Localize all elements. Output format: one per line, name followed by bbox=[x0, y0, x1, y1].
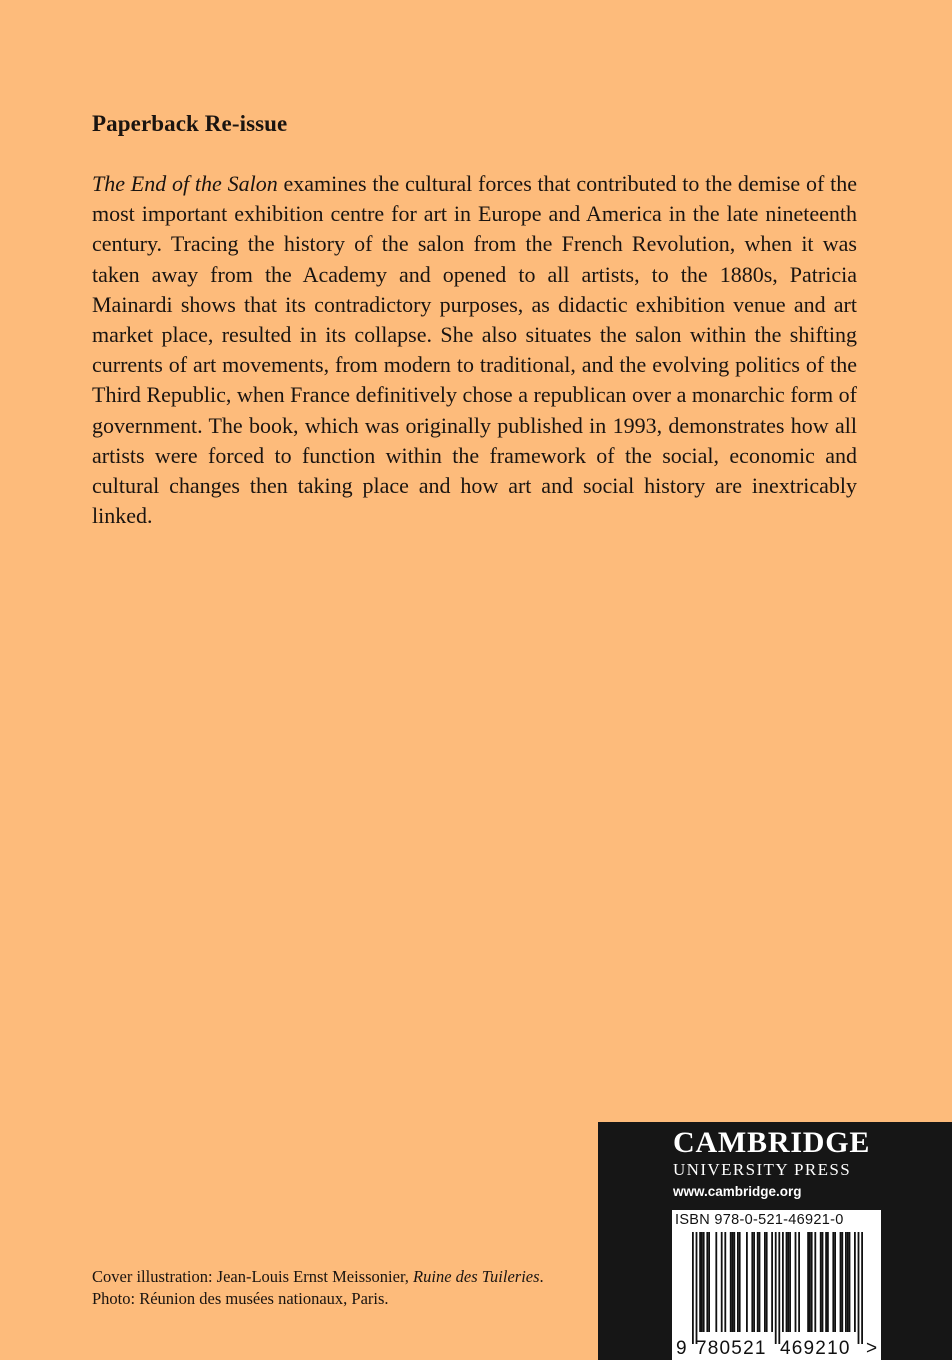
barcode-bar-31 bbox=[807, 1232, 809, 1332]
barcode-bar-47 bbox=[858, 1232, 860, 1344]
barcode-quiet-zone-mark: > bbox=[866, 1338, 878, 1359]
barcode-right-digits: 469210 bbox=[780, 1338, 851, 1359]
barcode-bar-29 bbox=[795, 1232, 797, 1332]
barcode-bar-25 bbox=[782, 1232, 784, 1332]
publisher-name: CAMBRIDGE bbox=[673, 1126, 871, 1159]
barcode-bar-6 bbox=[708, 1232, 710, 1332]
barcode-bar-45 bbox=[849, 1232, 851, 1332]
barcode-bar-11 bbox=[732, 1232, 734, 1332]
barcode-left-digits: 780521 bbox=[696, 1338, 767, 1359]
barcode-bar-26 bbox=[786, 1232, 788, 1332]
barcode-bar-48 bbox=[861, 1232, 863, 1344]
barcode-bar-35 bbox=[820, 1232, 822, 1332]
barcode-bar-40 bbox=[834, 1232, 836, 1332]
barcode-bar-1 bbox=[696, 1232, 698, 1344]
publisher-subtitle: UNIVERSITY PRESS bbox=[673, 1160, 852, 1179]
barcode-bar-36 bbox=[822, 1232, 824, 1332]
barcode-bar-7 bbox=[715, 1232, 717, 1332]
barcode-graphic bbox=[672, 1230, 881, 1360]
barcode-bar-13 bbox=[737, 1232, 739, 1332]
barcode-bar-28 bbox=[789, 1232, 791, 1332]
barcode-first-digit: 9 bbox=[676, 1338, 687, 1359]
barcode-bar-27 bbox=[787, 1232, 789, 1332]
barcode-bar-22 bbox=[771, 1232, 773, 1332]
barcode-bar-34 bbox=[814, 1232, 816, 1332]
barcode-bar-43 bbox=[845, 1232, 847, 1332]
barcode-bar-12 bbox=[733, 1232, 735, 1332]
photo-credit: Photo: Réunion des musées nationaux, Paris. bbox=[92, 1289, 389, 1308]
barcode-bar-18 bbox=[757, 1232, 759, 1332]
barcode-bar-0 bbox=[692, 1232, 694, 1344]
barcode bbox=[672, 1210, 881, 1360]
barcode-bar-33 bbox=[811, 1232, 813, 1332]
barcode-bar-24 bbox=[778, 1232, 780, 1344]
barcode-bar-9 bbox=[724, 1232, 726, 1332]
barcode-bar-42 bbox=[841, 1232, 843, 1332]
barcode-bar-8 bbox=[721, 1232, 723, 1332]
barcode-bar-46 bbox=[854, 1232, 856, 1332]
publisher-block bbox=[598, 1122, 952, 1360]
publisher-url: www.cambridge.org bbox=[673, 1184, 802, 1199]
barcode-bar-30 bbox=[798, 1232, 800, 1332]
barcode-bar-17 bbox=[753, 1232, 755, 1332]
barcode-bar-32 bbox=[809, 1232, 811, 1332]
barcode-bars bbox=[692, 1232, 863, 1344]
section-heading: Paperback Re-issue bbox=[92, 111, 288, 136]
book-title: The End of the Salon bbox=[92, 171, 278, 196]
barcode-bar-16 bbox=[751, 1232, 753, 1332]
barcode-bar-39 bbox=[832, 1232, 834, 1332]
isbn-label: ISBN 978-0-521-46921-0 bbox=[675, 1212, 844, 1228]
cover-illustration-credit: Cover illustration: Jean-Louis Ernst Meissonier, Ruine des Tuileries. bbox=[92, 1267, 544, 1286]
barcode-bar-4 bbox=[703, 1232, 705, 1332]
barcode-bar-10 bbox=[730, 1232, 732, 1332]
barcode-bar-2 bbox=[699, 1232, 701, 1332]
barcode-bar-3 bbox=[701, 1232, 703, 1332]
barcode-bar-21 bbox=[766, 1232, 768, 1332]
barcode-bar-44 bbox=[847, 1232, 849, 1332]
barcode-bar-38 bbox=[827, 1232, 829, 1332]
artwork-title: Ruine des Tuileries bbox=[413, 1267, 540, 1286]
barcode-bar-37 bbox=[825, 1232, 827, 1332]
cover-credits bbox=[92, 1266, 544, 1310]
barcode-bar-19 bbox=[759, 1232, 761, 1332]
description-text: examines the cultural forces that contributed to the demise of the most important exhibition centre for art in Europe and America in the late nineteenth century. Tracing the history of the salon from the French Revolution, when it was taken away from the Academy and opened to all artists, to the 1880s, Patricia Mainardi shows that its contradictory purposes, as didactic exhibition venue and art market place, resulted in its collapse. She also situates the salon within the shifting currents of art movements, from modern to traditional, and the evolving politics of the Third Republic, when France definitively chose a republican over a monarchic form of government. The book, which was originally published in 1993, demonstrates how all artists were forced to function within the framework of the social, economic and cultural changes then taking place and how art and social history are inextricably linked. bbox=[92, 171, 857, 529]
barcode-bar-14 bbox=[739, 1232, 741, 1332]
barcode-bar-23 bbox=[775, 1232, 777, 1344]
book-description bbox=[92, 169, 857, 531]
barcode-bar-5 bbox=[706, 1232, 708, 1332]
barcode-bar-15 bbox=[746, 1232, 748, 1332]
barcode-bar-41 bbox=[840, 1232, 842, 1332]
barcode-bar-20 bbox=[764, 1232, 766, 1332]
